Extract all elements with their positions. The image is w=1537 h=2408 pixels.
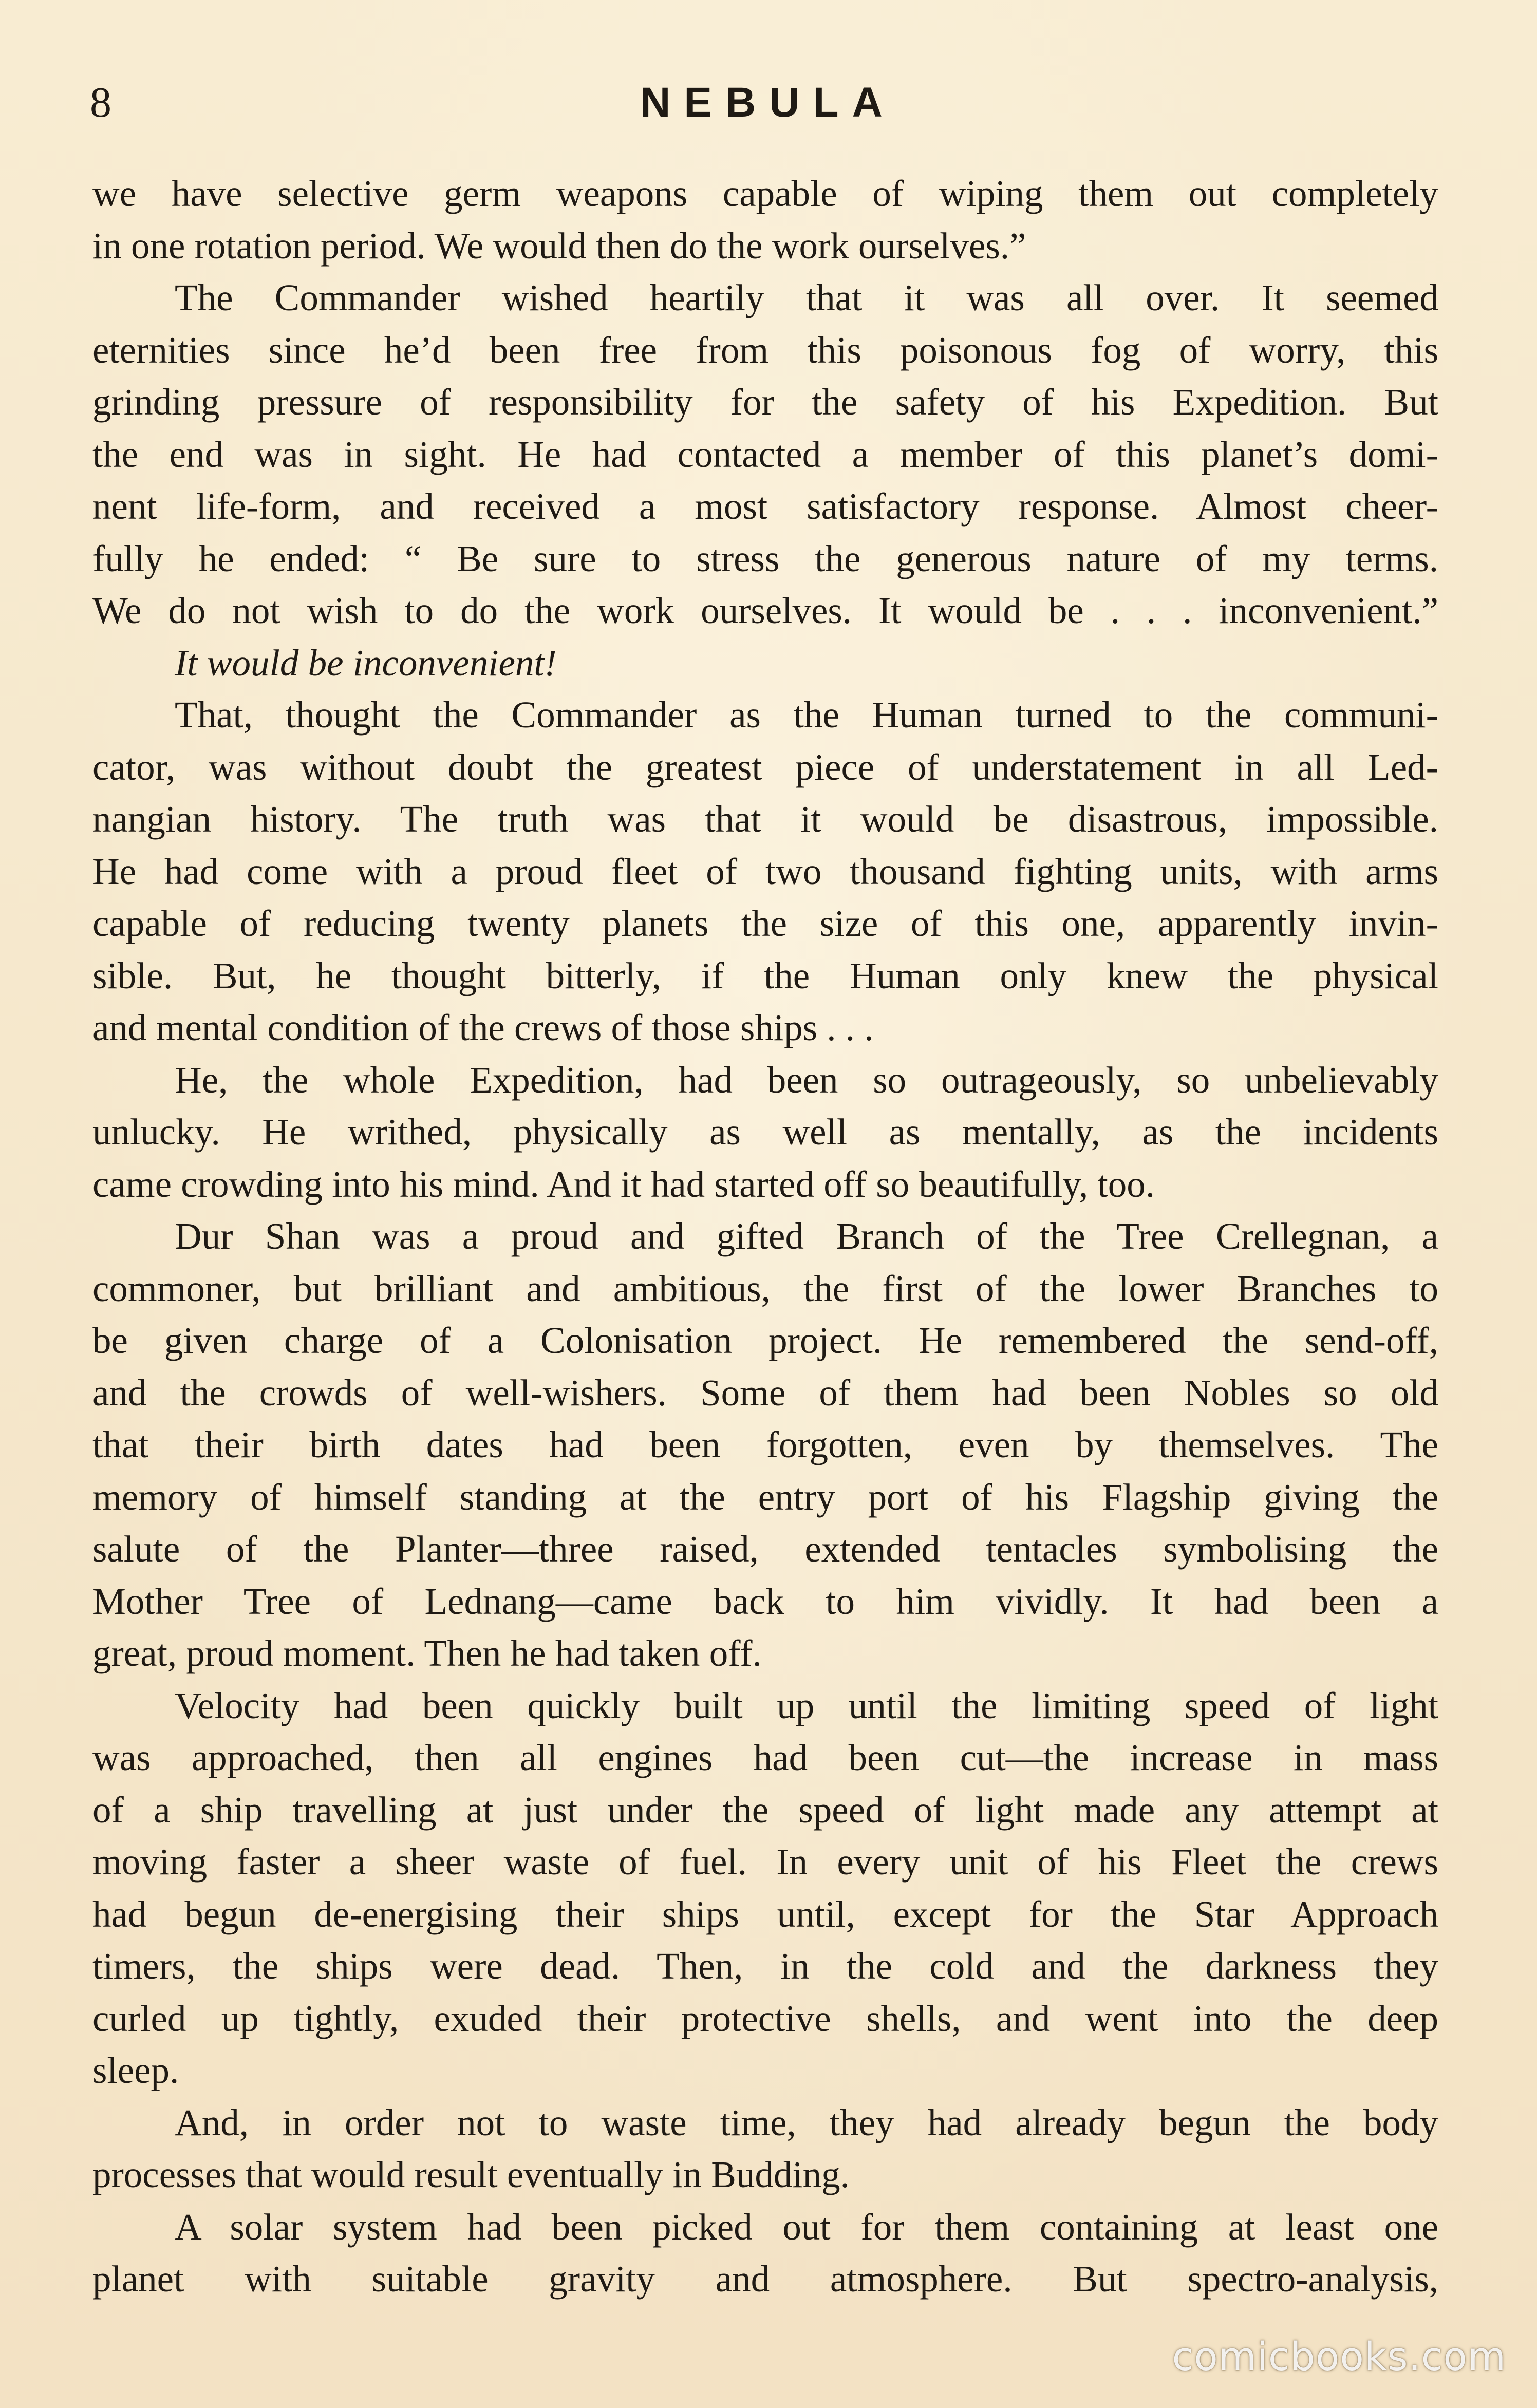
page-header (90, 72, 1446, 134)
text-line: came crowding into his mind. And it had started off so beautifully, too. (92, 1163, 1155, 1205)
text-line: And, in order not to waste time, they had already begun the body (175, 2101, 1438, 2143)
text-line: that their birth dates had been forgotten, even by themselves. The (92, 1424, 1438, 1465)
text-line: curled up tightly, exuded their protective shells, and went into the deep (92, 1997, 1438, 2039)
text-line: in one rotation period. We would then do the work ourselves.” (92, 224, 1026, 267)
text-line: sleep. (92, 2049, 179, 2091)
text-line: had begun de-energising their ships until, except for the Star Approach (92, 1893, 1438, 1935)
text-line: the end was in sight. He had contacted a member of this planet’s domi- (92, 433, 1438, 475)
text-line: cator, was without doubt the greatest piece of understatement in all Led- (92, 746, 1438, 788)
text-line: Mother Tree of Lednang—came back to him vividly. It had been a (92, 1580, 1438, 1622)
text-line: processes that would result eventually in Budding. (92, 2154, 850, 2195)
text-line: He, the whole Expedition, had been so outrageously, so unbelievably (175, 1059, 1438, 1101)
text-line: sible. But, he thought bitterly, if the Human only knew the physical (92, 954, 1438, 996)
text-line: That, thought the Commander as the Human turned to the communi- (175, 694, 1438, 736)
text-line: capable of reducing twenty planets the size of this one, apparently invin- (92, 902, 1438, 944)
text-line: unlucky. He writhed, physically as well as mentally, as the incidents (92, 1111, 1438, 1153)
text-line: We do not wish to do the work ourselves. It would be . . . inconvenient.” (92, 590, 1438, 631)
text-line: Velocity had been quickly built up until the limiting speed of light (175, 1684, 1438, 1726)
page-number: 8 (90, 79, 111, 126)
text-line: A solar system had been picked out for them containing at least one (175, 2206, 1438, 2248)
body-text (92, 167, 1438, 2305)
text-line: planet with suitable gravity and atmosphere. But spectro-analysis, (92, 2258, 1438, 2300)
text-line-italic: It would be inconvenient! (175, 642, 557, 684)
text-line: moving faster a sheer waste of fuel. In every unit of his Fleet the crews (92, 1841, 1438, 1883)
text-line: The Commander wished heartily that it was all over. It seemed (175, 277, 1438, 318)
running-head: NEBULA (640, 79, 896, 126)
text-line: salute of the Planter—three raised, extended tentacles symbolising the (92, 1528, 1438, 1570)
text-line: fully he ended: “ Be sure to stress the generous nature of my terms. (92, 537, 1438, 579)
text-line: commoner, but brilliant and ambitious, the first of the lower Branches to (92, 1267, 1438, 1309)
text-line: grinding pressure of responsibility for the safety of his Expedition. But (92, 381, 1438, 423)
text-line: eternities since he’d been free from this poisonous fog of worry, this (92, 329, 1438, 371)
text-line: nent life-form, and received a most satisfactory response. Almost cheer- (92, 485, 1438, 527)
text-line: nangian history. The truth was that it would be disastrous, impossible. (92, 798, 1438, 840)
text-line: we have selective germ weapons capable of wiping them out completely (92, 173, 1438, 214)
text-line: be given charge of a Colonisation project. He remembered the send-off, (92, 1320, 1438, 1361)
text-line: Dur Shan was a proud and gifted Branch of the Tree Crellegnan, a (175, 1215, 1438, 1257)
text-line: of a ship travelling at just under the speed of light made any attempt at (92, 1789, 1438, 1831)
text-line: He had come with a proud fleet of two thousand fighting units, with arms (92, 850, 1438, 892)
text-line: was approached, then all engines had been cut—the increase in mass (92, 1737, 1438, 1778)
text-line: and the crowds of well-wishers. Some of them had been Nobles so old (92, 1371, 1438, 1414)
text-line: memory of himself standing at the entry port of his Flagship giving the (92, 1476, 1438, 1518)
watermark: comicbooks.com (1172, 2334, 1506, 2379)
text-line: great, proud moment. Then he had taken off. (92, 1632, 762, 1674)
text-line: and mental condition of the crews of those ships . . . (92, 1007, 874, 1048)
text-line: timers, the ships were dead. Then, in the cold and the darkness they (92, 1945, 1438, 1987)
